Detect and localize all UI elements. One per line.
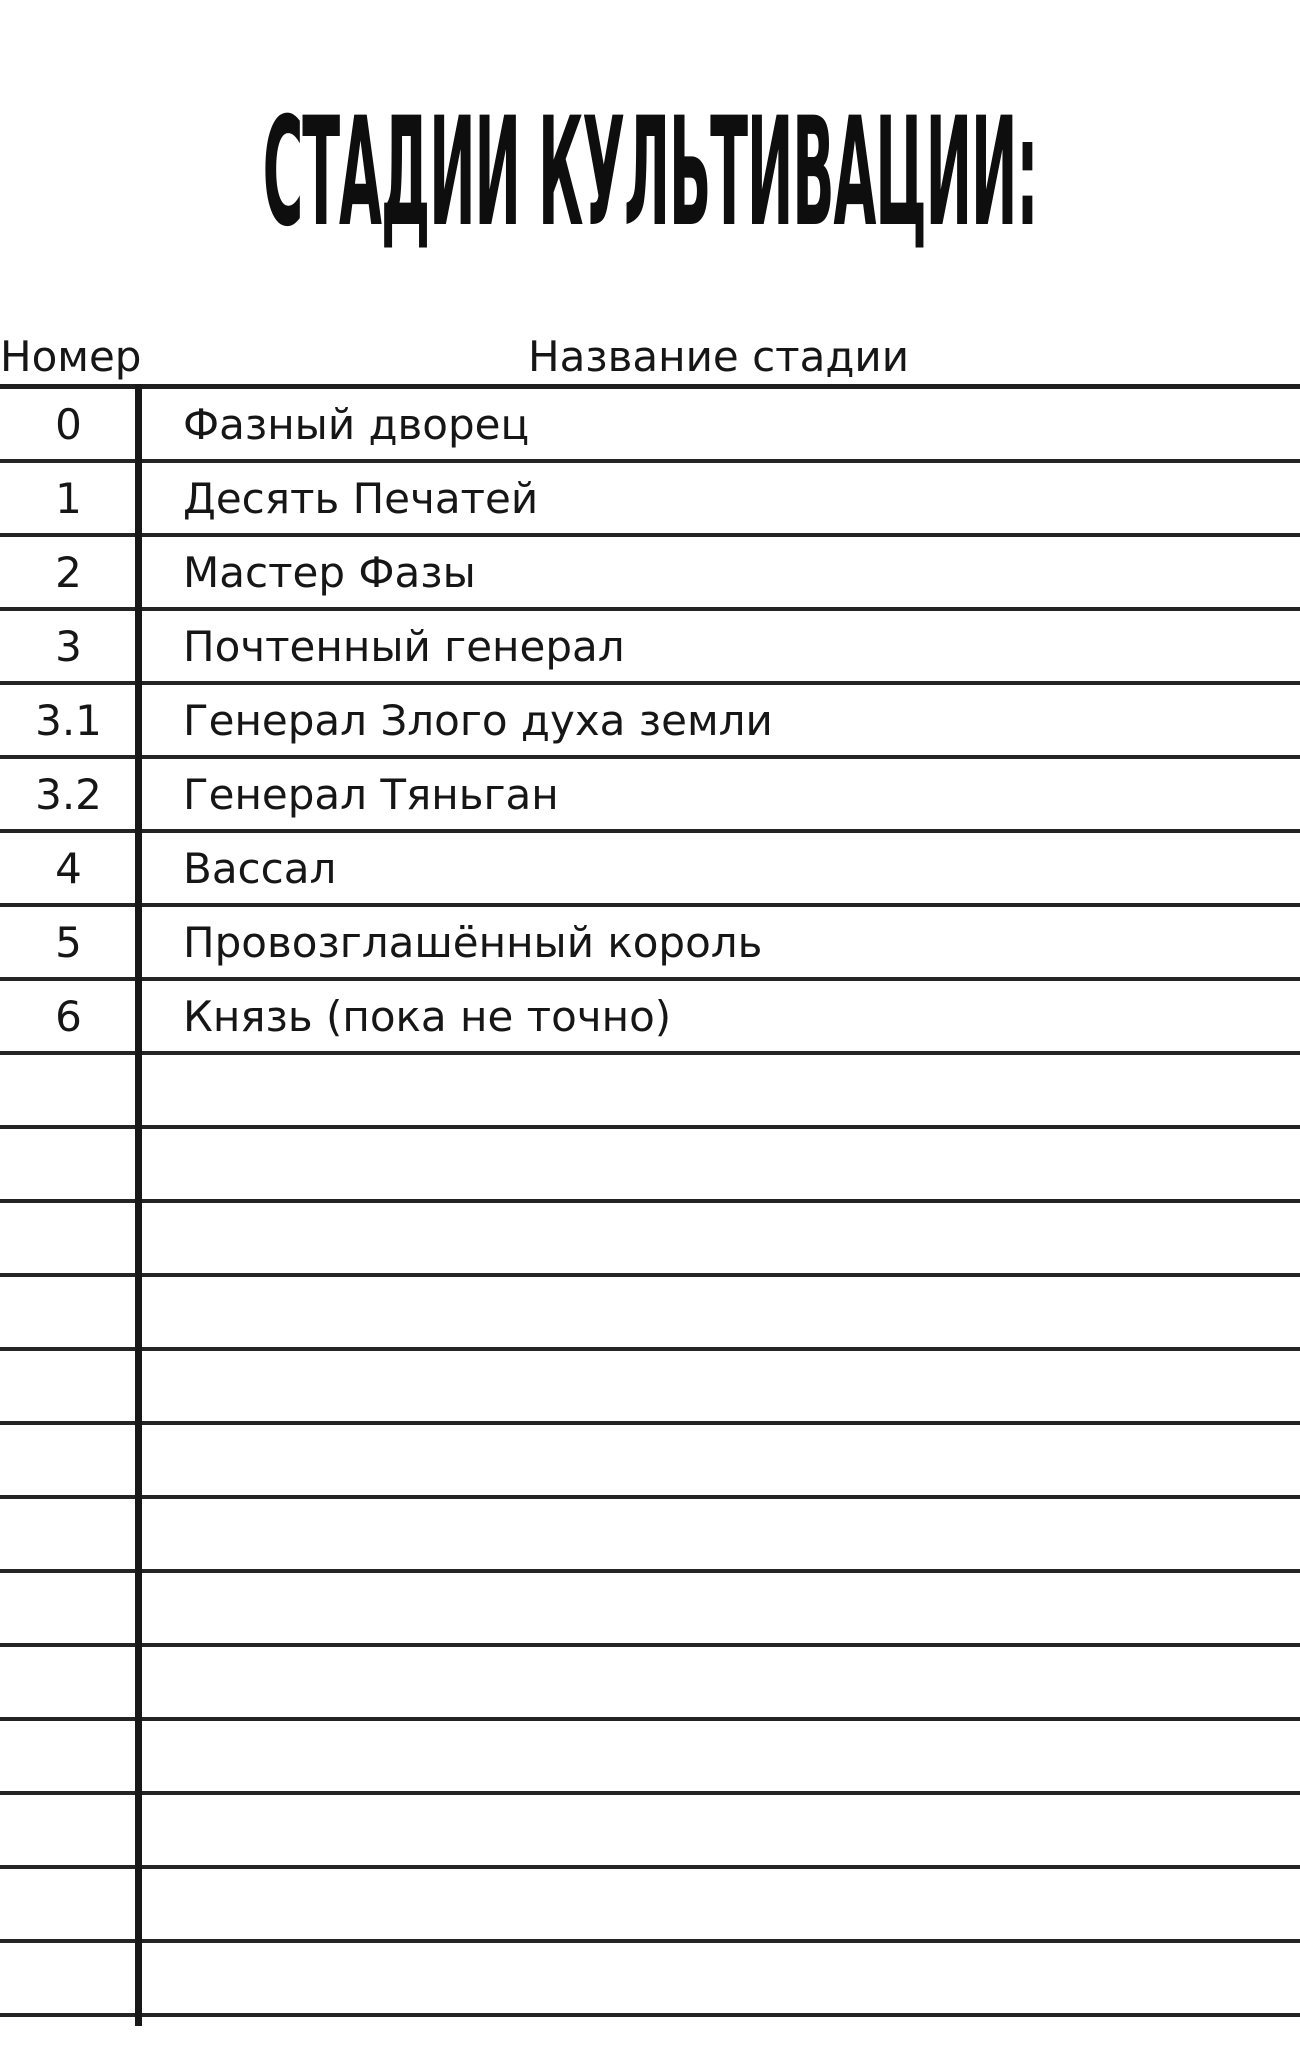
table-row-empty <box>0 1055 1300 1129</box>
row-stage-name: Генерал Тяньган <box>183 769 559 819</box>
table-row-empty <box>0 1425 1300 1499</box>
row-stage-name: Фазный дворец <box>183 399 530 449</box>
row-number: 3.2 <box>35 769 102 819</box>
row-number: 4 <box>55 843 82 893</box>
table-row-empty <box>0 1573 1300 1647</box>
table-row-empty <box>0 1129 1300 1203</box>
table-row-empty <box>0 1499 1300 1573</box>
row-number: 1 <box>55 473 82 523</box>
table-header-row <box>0 326 1300 386</box>
table-row-empty <box>0 1943 1300 2017</box>
table-row-empty <box>0 1203 1300 1277</box>
table-row <box>0 833 1300 907</box>
row-number: 2 <box>55 547 82 597</box>
table-row <box>0 611 1300 685</box>
column-divider-line <box>135 384 142 2026</box>
row-number: 3.1 <box>35 695 102 745</box>
row-stage-name: Почтенный генерал <box>183 621 625 671</box>
page-title: СТАДИИ КУЛЬТИВАЦИИ: <box>262 86 1038 260</box>
row-stage-name: Провозглашённый король <box>183 917 763 967</box>
row-stage-name: Мастер Фазы <box>183 547 476 597</box>
column-header-number: Номер <box>0 331 142 381</box>
row-number: 5 <box>55 917 82 967</box>
table-row-empty <box>0 1277 1300 1351</box>
row-stage-name: Десять Печатей <box>183 473 539 523</box>
table-row-empty <box>0 1647 1300 1721</box>
row-number: 6 <box>55 991 82 1041</box>
table-row-empty <box>0 1795 1300 1869</box>
row-number: 0 <box>55 399 82 449</box>
table-row-empty <box>0 1869 1300 1943</box>
table-row <box>0 981 1300 1055</box>
title-area <box>0 78 1300 268</box>
table-row <box>0 907 1300 981</box>
row-stage-name: Генерал Злого духа земли <box>183 695 773 745</box>
table-body <box>0 384 1300 2017</box>
row-stage-name: Князь (пока не точно) <box>183 991 672 1041</box>
table-row <box>0 685 1300 759</box>
table-row-empty <box>0 1721 1300 1795</box>
column-header-stage-name: Название стадии <box>527 331 909 381</box>
table-row <box>0 759 1300 833</box>
row-number: 3 <box>55 621 82 671</box>
row-stage-name: Вассал <box>183 843 337 893</box>
table-row <box>0 389 1300 463</box>
table-row <box>0 537 1300 611</box>
table-row-empty <box>0 1351 1300 1425</box>
table-row <box>0 463 1300 537</box>
